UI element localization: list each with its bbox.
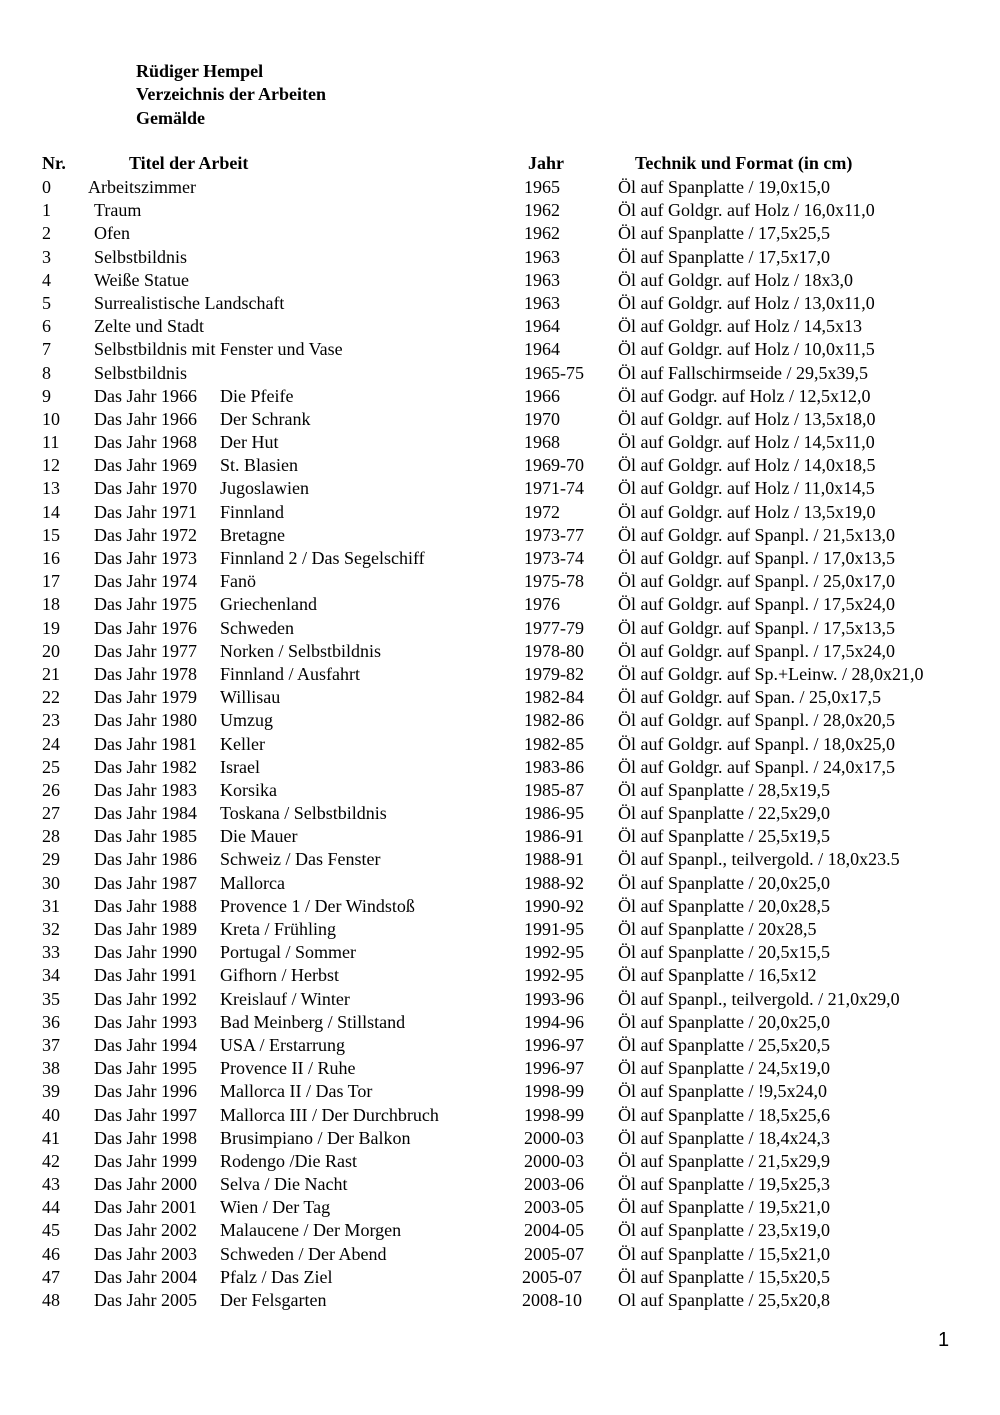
row-technique: Ol auf Spanplatte / 25,5x20,8 — [618, 1290, 830, 1310]
row-subtitle: Provence 1 / Der Windstoß — [220, 895, 415, 916]
row-year: 1988-92 — [524, 872, 584, 893]
table-row — [0, 895, 1000, 918]
row-year: 1969-70 — [524, 455, 584, 476]
row-number: 21 — [42, 663, 60, 684]
row-year: 1992-95 — [524, 965, 584, 986]
row-subtitle: Wien / Der Tag — [220, 1197, 331, 1218]
table-row — [0, 1266, 1000, 1289]
row-number: 41 — [42, 1127, 60, 1148]
row-year: 1982-84 — [524, 687, 584, 708]
row-title: Das Jahr 1990 — [94, 942, 197, 963]
table-row — [0, 802, 1000, 825]
table-row — [0, 709, 1000, 732]
row-title: Das Jahr 1969 — [94, 455, 197, 476]
table-row — [0, 1080, 1000, 1103]
row-year: 1991-95 — [524, 919, 584, 939]
row-technique: Öl auf Spanplatte / 16,5x12 — [618, 965, 817, 986]
row-number: 32 — [42, 919, 60, 939]
row-year: 1979-82 — [524, 663, 584, 684]
row-technique: Öl auf Goldgr. auf Holz / 14,5x13 — [618, 316, 862, 337]
row-year: 2005-07 — [522, 1266, 582, 1287]
table-row — [0, 408, 1000, 431]
row-technique: Öl auf Spanpl., teilvergold. / 21,0x29,0 — [618, 988, 900, 1009]
row-subtitle: Bretagne — [220, 524, 285, 545]
row-year: 1998-99 — [524, 1104, 584, 1125]
row-year: 1963 — [524, 269, 560, 290]
row-title: Das Jahr 1987 — [94, 872, 197, 893]
row-subtitle: Kreta / Frühling — [220, 919, 336, 939]
row-technique: Öl auf Spanplatte / 20x28,5 — [618, 919, 817, 939]
table-header — [0, 153, 1000, 177]
row-technique: Öl auf Goldgr. auf Holz / 16,0x11,0 — [618, 200, 875, 221]
row-number: 37 — [42, 1034, 60, 1055]
row-title: Das Jahr 1968 — [94, 432, 197, 453]
row-number: 7 — [42, 339, 51, 360]
row-technique: Öl auf Fallschirmseide / 29,5x39,5 — [618, 362, 868, 383]
table-row — [0, 269, 1000, 292]
row-title: Das Jahr 1998 — [94, 1127, 197, 1148]
row-number: 3 — [42, 246, 51, 267]
row-subtitle: St. Blasien — [220, 455, 299, 476]
row-title: Surrealistische Landschaft — [94, 292, 285, 313]
row-technique: Öl auf Goldgr. auf Spanpl. / 18,0x25,0 — [618, 733, 895, 754]
row-technique: Öl auf Spanplatte / 19,5x25,3 — [618, 1174, 830, 1195]
row-title: Das Jahr 2000 — [94, 1174, 197, 1195]
row-technique: Öl auf Spanplatte / 20,0x25,0 — [618, 1011, 830, 1032]
table-row — [0, 964, 1000, 987]
row-number: 38 — [42, 1058, 60, 1079]
row-year: 1982-86 — [524, 710, 584, 731]
row-subtitle: Fanö — [220, 571, 256, 592]
row-year: 1971-74 — [524, 478, 584, 499]
row-year: 1976 — [524, 594, 560, 615]
row-year: 2005-07 — [524, 1243, 584, 1264]
row-title: Zelte und Stadt — [94, 316, 204, 337]
row-technique: Öl auf Godgr. auf Holz / 12,5x12,0 — [618, 385, 871, 406]
row-year: 1965-75 — [524, 362, 584, 383]
document-subtitle: Verzeichnis der Arbeiten — [136, 84, 326, 105]
row-technique: Öl auf Goldgr. auf Holz / 18x3,0 — [618, 269, 853, 290]
row-year: 1962 — [524, 223, 560, 244]
row-subtitle: Mallorca — [220, 872, 285, 893]
row-technique: Öl auf Spanplatte / 20,5x15,5 — [618, 942, 830, 963]
row-title: Das Jahr 1983 — [94, 779, 197, 800]
row-subtitle: Griechenland — [220, 594, 317, 615]
row-number: 13 — [42, 478, 60, 499]
row-title: Das Jahr 1979 — [94, 687, 197, 708]
row-title: Das Jahr 1981 — [94, 733, 197, 754]
row-technique: Öl auf Goldgr. auf Holz / 14,0x18,5 — [618, 455, 876, 476]
row-subtitle: Schweiz / Das Fenster — [220, 849, 381, 870]
row-technique: Öl auf Spanplatte / 24,5x19,0 — [618, 1058, 830, 1079]
row-number: 29 — [42, 849, 60, 870]
row-title: Selbstbildnis — [94, 362, 188, 383]
row-title: Das Jahr 1999 — [94, 1150, 197, 1171]
row-title: Das Jahr 1972 — [94, 524, 197, 545]
row-subtitle: Finnland / Ausfahrt — [220, 663, 360, 684]
table-row — [0, 617, 1000, 640]
row-year: 1996-97 — [524, 1058, 584, 1079]
row-technique: Öl auf Goldgr. auf Spanpl. / 17,5x24,0 — [618, 640, 895, 661]
table-row — [0, 1057, 1000, 1080]
row-year: 1968 — [524, 432, 560, 453]
table-row — [0, 454, 1000, 477]
row-technique: Öl auf Goldgr. auf Spanpl. / 21,5x13,0 — [618, 524, 895, 545]
row-title: Das Jahr 2003 — [94, 1243, 197, 1264]
row-technique: Öl auf Spanplatte / 23,5x19,0 — [618, 1220, 830, 1241]
row-year: 2000-03 — [524, 1127, 584, 1148]
row-number: 28 — [42, 826, 60, 847]
row-year: 1973-77 — [524, 524, 584, 545]
table-row — [0, 477, 1000, 500]
row-year: 2003-06 — [524, 1174, 584, 1195]
row-title: Das Jahr 1993 — [94, 1011, 197, 1032]
row-title: Das Jahr 1976 — [94, 617, 197, 638]
row-technique: Öl auf Goldgr. auf Spanpl. / 17,5x13,5 — [618, 617, 895, 638]
row-year: 1964 — [524, 316, 560, 337]
row-subtitle: Brusimpiano / Der Balkon — [220, 1127, 411, 1148]
row-title: Das Jahr 2005 — [94, 1290, 197, 1310]
row-subtitle: Mallorca II / Das Tor — [220, 1081, 373, 1102]
row-year: 1988-91 — [524, 849, 584, 870]
row-technique: Öl auf Spanplatte / 21,5x29,9 — [618, 1150, 830, 1171]
row-year: 2008-10 — [522, 1290, 582, 1310]
row-title: Selbstbildnis — [94, 246, 188, 267]
row-subtitle: Provence II / Ruhe — [220, 1058, 356, 1079]
row-year: 1973-74 — [524, 548, 584, 568]
column-header-nr: Nr. — [42, 153, 66, 173]
row-subtitle: Umzug — [220, 710, 273, 731]
row-year: 1986-95 — [524, 803, 584, 824]
row-subtitle: Jugoslawien — [220, 478, 309, 499]
row-number: 23 — [42, 710, 60, 731]
table-row — [0, 524, 1000, 547]
row-subtitle: Schweden — [220, 617, 294, 638]
row-technique: Öl auf Spanplatte / 18,4x24,3 — [618, 1127, 830, 1148]
row-number: 11 — [42, 432, 60, 453]
table-row — [0, 941, 1000, 964]
row-subtitle: Die Mauer — [220, 826, 298, 847]
row-year: 1986-91 — [524, 826, 584, 847]
row-subtitle: Der Hut — [220, 432, 279, 453]
row-number: 27 — [42, 803, 60, 824]
table-row — [0, 570, 1000, 593]
row-number: 36 — [42, 1011, 60, 1032]
row-subtitle: Finnland 2 / Das Segelschiff — [220, 548, 425, 568]
table-row — [0, 663, 1000, 686]
row-subtitle: Bad Meinberg / Stillstand — [220, 1011, 406, 1032]
row-title: Weiße Statue — [94, 269, 190, 290]
row-subtitle: Die Pfeife — [220, 385, 294, 406]
row-number: 44 — [42, 1197, 60, 1218]
row-number: 8 — [42, 362, 51, 383]
column-header-year: Jahr — [528, 153, 564, 173]
row-title: Das Jahr 1982 — [94, 756, 197, 777]
row-subtitle: Kreislauf / Winter — [220, 988, 350, 1009]
row-year: 2000-03 — [524, 1150, 584, 1171]
row-number: 33 — [42, 942, 60, 963]
row-number: 31 — [42, 895, 60, 916]
row-subtitle: Mallorca III / Der Durchbruch — [220, 1104, 439, 1125]
row-number: 14 — [42, 501, 60, 522]
row-number: 42 — [42, 1150, 60, 1171]
table-row — [0, 547, 1000, 570]
row-number: 30 — [42, 872, 60, 893]
category-title: Gemälde — [136, 107, 205, 128]
row-subtitle: Der Schrank — [220, 408, 311, 429]
row-technique: Öl auf Spanplatte / 19,0x15,0 — [618, 177, 830, 197]
works-table — [0, 176, 1000, 1312]
row-number: 43 — [42, 1174, 60, 1195]
row-technique: Öl auf Goldgr. auf Span. / 25,0x17,5 — [618, 687, 881, 708]
row-year: 1998-99 — [524, 1081, 584, 1102]
page-number: 1 — [938, 1329, 950, 1351]
row-year: 1970 — [524, 408, 560, 429]
row-title: Das Jahr 1973 — [94, 548, 197, 568]
row-number: 40 — [42, 1104, 60, 1125]
row-year: 1965 — [524, 177, 560, 197]
row-number: 5 — [42, 292, 51, 313]
row-year: 1992-95 — [524, 942, 584, 963]
table-row — [0, 199, 1000, 222]
table-row — [0, 385, 1000, 408]
table-row — [0, 338, 1000, 361]
row-title: Das Jahr 1989 — [94, 919, 197, 939]
row-technique: Öl auf Spanplatte / 25,5x19,5 — [618, 826, 830, 847]
row-title: Das Jahr 1988 — [94, 895, 197, 916]
row-technique: Öl auf Spanplatte / 19,5x21,0 — [618, 1197, 830, 1218]
row-title: Das Jahr 1986 — [94, 849, 197, 870]
row-year: 2003-05 — [524, 1197, 584, 1218]
row-number: 1 — [42, 200, 51, 221]
table-row — [0, 1011, 1000, 1034]
row-subtitle: Korsika — [220, 779, 277, 800]
row-number: 9 — [42, 385, 51, 406]
row-title: Traum — [94, 200, 142, 221]
row-technique: Öl auf Spanplatte / 17,5x25,5 — [618, 223, 830, 244]
row-technique: Öl auf Goldgr. auf Spanpl. / 24,0x17,5 — [618, 756, 895, 777]
row-year: 1996-97 — [524, 1034, 584, 1055]
row-year: 1978-80 — [524, 640, 584, 661]
table-row — [0, 1289, 1000, 1312]
row-technique: Öl auf Spanplatte / 18,5x25,6 — [618, 1104, 830, 1125]
row-technique: Öl auf Spanplatte / !9,5x24,0 — [618, 1081, 827, 1102]
row-technique: Öl auf Goldgr. auf Holz / 13,5x19,0 — [618, 501, 876, 522]
row-year: 1982-85 — [524, 733, 584, 754]
row-technique: Öl auf Spanpl., teilvergold. / 18,0x23.5 — [618, 849, 900, 870]
row-number: 15 — [42, 524, 60, 545]
table-row — [0, 431, 1000, 454]
row-technique: Öl auf Goldgr. auf Holz / 14,5x11,0 — [618, 432, 875, 453]
table-row — [0, 848, 1000, 871]
table-row — [0, 1104, 1000, 1127]
table-row — [0, 292, 1000, 315]
row-title: Das Jahr 1991 — [94, 965, 197, 986]
table-row — [0, 1196, 1000, 1219]
table-row — [0, 640, 1000, 663]
row-title: Das Jahr 1971 — [94, 501, 197, 522]
row-year: 1963 — [524, 246, 560, 267]
row-technique: Öl auf Spanplatte / 20,0x28,5 — [618, 895, 830, 916]
table-row — [0, 222, 1000, 245]
table-row — [0, 501, 1000, 524]
row-year: 1994-96 — [524, 1011, 584, 1032]
row-subtitle: Der Felsgarten — [220, 1290, 327, 1310]
row-number: 6 — [42, 316, 51, 337]
row-subtitle: Keller — [220, 733, 265, 754]
row-title: Das Jahr 2002 — [94, 1220, 197, 1241]
row-year: 1990-92 — [524, 895, 584, 916]
row-technique: Öl auf Goldgr. auf Spanpl. / 17,0x13,5 — [618, 548, 895, 568]
row-number: 24 — [42, 733, 60, 754]
row-title: Das Jahr 1984 — [94, 803, 197, 824]
row-technique: Öl auf Spanplatte / 28,5x19,5 — [618, 779, 830, 800]
table-row — [0, 593, 1000, 616]
row-technique: Öl auf Goldgr. auf Spanpl. / 17,5x24,0 — [618, 594, 895, 615]
row-technique: Öl auf Goldgr. auf Holz / 11,0x14,5 — [618, 478, 875, 499]
row-number: 39 — [42, 1081, 60, 1102]
row-technique: Öl auf Goldgr. auf Holz / 13,0x11,0 — [618, 292, 875, 313]
table-row — [0, 988, 1000, 1011]
table-row — [0, 733, 1000, 756]
table-row — [0, 315, 1000, 338]
table-row — [0, 1127, 1000, 1150]
table-row — [0, 872, 1000, 895]
table-row — [0, 1243, 1000, 1266]
row-title: Das Jahr 2004 — [94, 1266, 197, 1287]
row-title: Das Jahr 1980 — [94, 710, 197, 731]
row-technique: Öl auf Spanplatte / 17,5x17,0 — [618, 246, 830, 267]
row-title: Das Jahr 1966 — [94, 408, 197, 429]
row-subtitle: Toskana / Selbstbildnis — [220, 803, 387, 824]
row-technique: Öl auf Spanplatte / 22,5x29,0 — [618, 803, 830, 824]
row-title: Das Jahr 1992 — [94, 988, 197, 1009]
table-row — [0, 362, 1000, 385]
row-title: Das Jahr 1985 — [94, 826, 197, 847]
row-year: 1972 — [524, 501, 560, 522]
row-title: Das Jahr 2001 — [94, 1197, 197, 1218]
row-number: 20 — [42, 640, 60, 661]
row-subtitle: Malaucene / Der Morgen — [220, 1220, 402, 1241]
table-row — [0, 246, 1000, 269]
row-year: 1975-78 — [524, 571, 584, 592]
row-title: Das Jahr 1996 — [94, 1081, 197, 1102]
row-number: 2 — [42, 223, 51, 244]
row-technique: Öl auf Goldgr. auf Spanpl. / 25,0x17,0 — [618, 571, 895, 592]
row-subtitle: Finnland — [220, 501, 285, 522]
row-title: Ofen — [94, 223, 130, 244]
row-number: 47 — [42, 1266, 60, 1287]
row-number: 22 — [42, 687, 60, 708]
row-title: Arbeitszimmer — [88, 177, 196, 197]
row-subtitle: USA / Erstarrung — [220, 1034, 345, 1055]
row-subtitle: Pfalz / Das Ziel — [220, 1266, 333, 1287]
row-technique: Öl auf Spanplatte / 20,0x25,0 — [618, 872, 830, 893]
row-subtitle: Rodengo /Die Rast — [220, 1150, 357, 1171]
row-year: 1993-96 — [524, 988, 584, 1009]
row-title: Das Jahr 1966 — [94, 385, 197, 406]
row-number: 17 — [42, 571, 60, 592]
column-header-title: Titel der Arbeit — [129, 153, 249, 173]
row-year: 1964 — [524, 339, 560, 360]
row-title: Das Jahr 1995 — [94, 1058, 197, 1079]
row-technique: Öl auf Spanplatte / 15,5x21,0 — [618, 1243, 830, 1264]
row-number: 48 — [42, 1290, 60, 1310]
row-year: 1962 — [524, 200, 560, 221]
row-title: Das Jahr 1978 — [94, 663, 197, 684]
row-title: Das Jahr 1974 — [94, 571, 197, 592]
row-title: Das Jahr 1970 — [94, 478, 197, 499]
row-technique: Öl auf Goldgr. auf Spanpl. / 28,0x20,5 — [618, 710, 895, 731]
row-year: 2004-05 — [524, 1220, 584, 1241]
row-subtitle: Norken / Selbstbildnis — [220, 640, 381, 661]
row-number: 45 — [42, 1220, 60, 1241]
row-subtitle: Israel — [220, 756, 260, 777]
row-number: 34 — [42, 965, 60, 986]
table-row — [0, 686, 1000, 709]
row-title: Das Jahr 1977 — [94, 640, 197, 661]
table-row — [0, 779, 1000, 802]
row-number: 18 — [42, 594, 60, 615]
row-technique: Öl auf Spanplatte / 15,5x20,5 — [618, 1266, 830, 1287]
row-technique: Öl auf Goldgr. auf Sp.+Leinw. / 28,0x21,0 — [618, 663, 924, 684]
row-title: Das Jahr 1997 — [94, 1104, 197, 1125]
row-number: 25 — [42, 756, 60, 777]
row-number: 19 — [42, 617, 60, 638]
row-year: 1977-79 — [524, 617, 584, 638]
table-row — [0, 825, 1000, 848]
row-number: 26 — [42, 779, 60, 800]
row-title: Das Jahr 1975 — [94, 594, 197, 615]
table-row — [0, 176, 1000, 199]
row-technique: Öl auf Goldgr. auf Holz / 10,0x11,5 — [618, 339, 875, 360]
row-number: 10 — [42, 408, 60, 429]
document-header — [136, 60, 326, 130]
table-row — [0, 756, 1000, 779]
table-row — [0, 1219, 1000, 1242]
row-year: 1985-87 — [524, 779, 584, 800]
row-number: 35 — [42, 988, 60, 1009]
row-technique: Öl auf Spanplatte / 25,5x20,5 — [618, 1034, 830, 1055]
row-year: 1966 — [524, 385, 560, 406]
row-title: Selbstbildnis mit Fenster und Vase — [94, 339, 343, 360]
table-row — [0, 918, 1000, 941]
row-subtitle: Portugal / Sommer — [220, 942, 356, 963]
row-technique: Öl auf Goldgr. auf Holz / 13,5x18,0 — [618, 408, 876, 429]
row-number: 4 — [42, 269, 51, 290]
row-number: 46 — [42, 1243, 60, 1264]
row-number: 0 — [42, 177, 51, 197]
row-subtitle: Schweden / Der Abend — [220, 1243, 387, 1264]
column-header-technique: Technik und Format (in cm) — [635, 153, 853, 173]
row-title: Das Jahr 1994 — [94, 1034, 197, 1055]
table-row — [0, 1173, 1000, 1196]
row-subtitle: Willisau — [220, 687, 281, 708]
row-number: 16 — [42, 548, 60, 568]
row-subtitle: Selva / Die Nacht — [220, 1174, 348, 1195]
row-subtitle: Gifhorn / Herbst — [220, 965, 339, 986]
table-row — [0, 1034, 1000, 1057]
author-name: Rüdiger Hempel — [136, 61, 264, 81]
row-year: 1983-86 — [524, 756, 584, 777]
row-year: 1963 — [524, 292, 560, 313]
table-row — [0, 1150, 1000, 1173]
row-number: 12 — [42, 455, 60, 476]
